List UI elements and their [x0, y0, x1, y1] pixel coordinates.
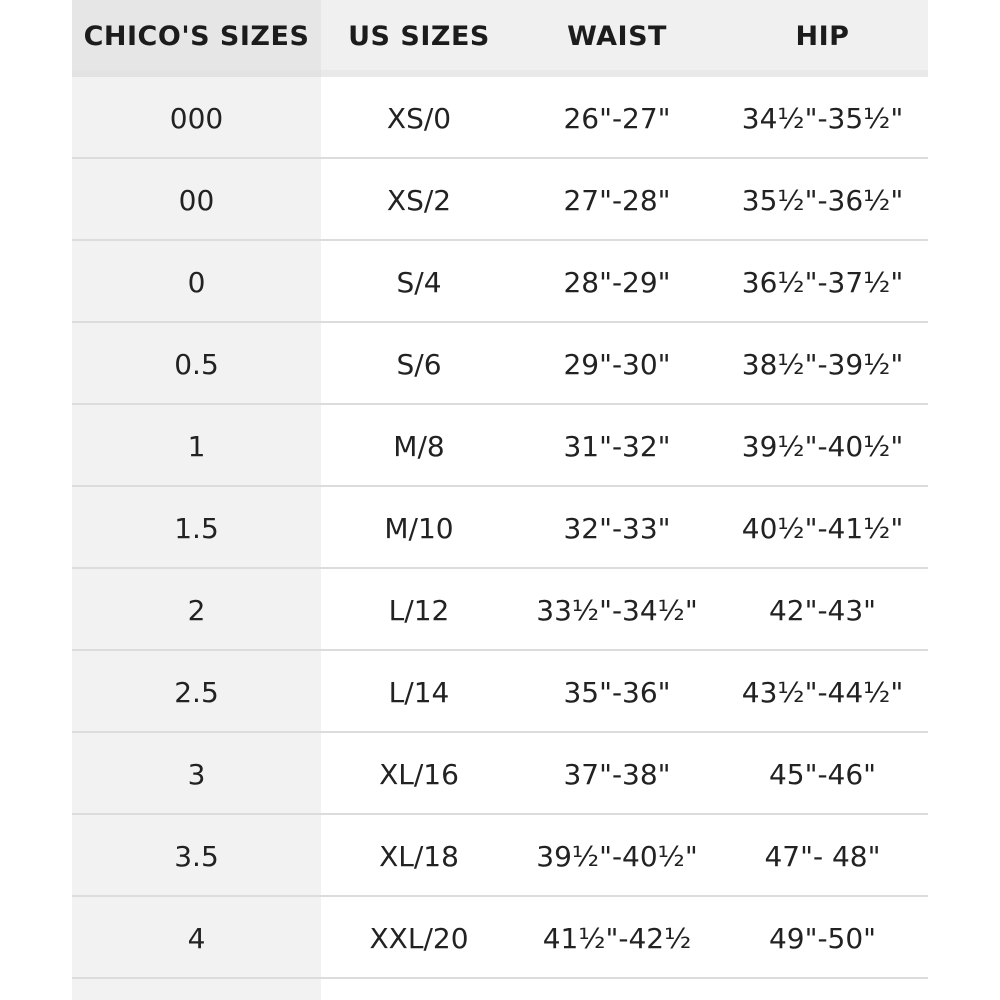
chicos-size-cell: 3.5	[174, 839, 219, 873]
table-row	[72, 733, 928, 815]
us-size-cell: XL/16	[379, 757, 459, 791]
chicos-size-cell: 1.5	[174, 511, 219, 545]
hip-cell: 47"- 48"	[764, 839, 881, 873]
waist-cell: 31"-32"	[563, 429, 671, 463]
header-waist: WAIST	[517, 0, 717, 72]
chicos-size-cell: 00	[178, 183, 215, 217]
us-size-cell: L/14	[388, 675, 450, 709]
us-size-cell: XL/18	[379, 839, 459, 873]
us-size-cell: S/4	[396, 265, 442, 299]
hip-cell: 36½"-37½"	[741, 265, 904, 299]
table-row	[72, 405, 928, 487]
waist-cell: 27"-28"	[563, 183, 671, 217]
hip-cell: 34½"-35½"	[741, 101, 904, 135]
chicos-size-cell: 3	[187, 757, 206, 791]
table-row	[72, 159, 928, 241]
waist-cell: 41½"-42½	[542, 921, 692, 955]
chicos-size-cell: 2.5	[174, 675, 219, 709]
chicos-size-cell: 4	[187, 921, 206, 955]
hip-cell: 49"-50"	[768, 921, 877, 955]
waist-cell: 28"-29"	[563, 265, 671, 299]
us-size-cell: XS/2	[386, 183, 452, 217]
hip-cell: 45"-46"	[768, 757, 877, 791]
table-row	[72, 815, 928, 897]
chicos-size-cell: 0.5	[174, 347, 219, 381]
waist-cell: 26"-27"	[563, 101, 671, 135]
table-row	[72, 77, 928, 159]
header-hip: HIP	[717, 0, 928, 72]
hip-cell: 39½"-40½"	[741, 429, 904, 463]
us-size-cell: L/12	[388, 593, 450, 627]
chicos-size-cell: 2	[187, 593, 206, 627]
table-row	[72, 487, 928, 569]
us-size-cell: M/8	[393, 429, 445, 463]
hip-cell: 40½"-41½"	[741, 511, 904, 545]
table-row	[72, 241, 928, 323]
table-body	[72, 77, 928, 979]
hip-cell: 42"-43"	[768, 593, 877, 627]
us-size-cell: XS/0	[386, 101, 452, 135]
chicos-size-cell: 000	[169, 101, 224, 135]
hip-cell: 43½"-44½"	[741, 675, 904, 709]
table-row	[72, 569, 928, 651]
waist-cell: 33½"-34½"	[536, 593, 698, 627]
waist-cell: 29"-30"	[563, 347, 671, 381]
waist-cell: 39½"-40½"	[536, 839, 698, 873]
table-header-row	[72, 0, 928, 72]
hip-cell: 38½"-39½"	[741, 347, 904, 381]
size-chart-table	[72, 0, 928, 1000]
header-chicos-sizes: CHICO'S SIZES	[72, 0, 321, 72]
header-divider	[72, 70, 928, 77]
chicos-size-cell: 1	[187, 429, 206, 463]
us-size-cell: M/10	[384, 511, 454, 545]
us-size-cell: XXL/20	[369, 921, 469, 955]
chicos-size-cell: 0	[187, 265, 206, 299]
waist-cell: 35"-36"	[563, 675, 671, 709]
us-size-cell: S/6	[396, 347, 442, 381]
table-row	[72, 897, 928, 979]
header-us-sizes: US SIZES	[321, 0, 517, 72]
waist-cell: 32"-33"	[563, 511, 671, 545]
table-row	[72, 651, 928, 733]
hip-cell: 35½"-36½"	[741, 183, 904, 217]
waist-cell: 37"-38"	[563, 757, 671, 791]
table-row	[72, 323, 928, 405]
